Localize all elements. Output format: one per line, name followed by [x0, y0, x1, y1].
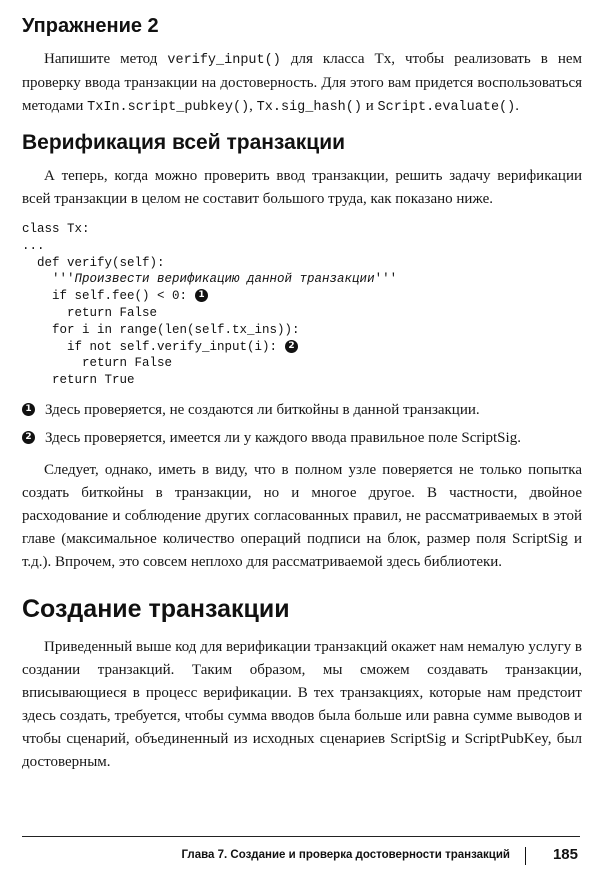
exercise-text-4: и — [362, 98, 378, 114]
callout-note-text: Здесь проверяется, имеется ли у каждого ввода правильное поле ScriptSig. — [45, 429, 521, 446]
callout-marker-2: 2 — [285, 340, 298, 353]
code-evaluate: Script.evaluate() — [377, 100, 516, 115]
callout-marker-2: 2 — [22, 431, 35, 444]
callout-note-2 — [22, 427, 582, 449]
docstring-text: Произвести верификацию данной транзакции — [74, 272, 375, 287]
code-line: for i in range(len(self.tx_ins)): — [22, 322, 300, 337]
exercise-text-1: Напишите метод — [44, 51, 168, 67]
code-listing — [22, 221, 582, 389]
code-sig-hash: Tx.sig_hash() — [256, 100, 362, 115]
code-script-pubkey: TxIn.script_pubkey() — [87, 100, 250, 115]
code-line: def verify(self): — [22, 255, 165, 270]
code-line: return False — [22, 356, 173, 371]
page-number: 185 — [552, 846, 578, 863]
exercise-text-3: , — [249, 98, 257, 114]
exercise-heading: Упражнение 2 — [22, 15, 159, 37]
docstring-open: ''' — [22, 272, 75, 287]
verify-section-heading: Верификация всей транзакции — [22, 131, 346, 154]
chapter-title: Глава 7. Создание и проверка достоверности транзакций — [181, 849, 510, 861]
exercise-text-2: для класса Tx, чтобы реализовать в нем проверку ввода транзакции на достоверность. Для этого вам придется воспользоваться методами — [22, 51, 582, 114]
page-footer — [22, 836, 580, 877]
create-section-heading: Создание транзакции — [22, 594, 290, 623]
code-line — [22, 271, 582, 288]
code-line: return True — [22, 373, 135, 388]
callout-note-text: Здесь проверяется, не создаются ли биткойны в данной транзакции. — [45, 401, 480, 418]
callout-marker-1: 1 — [22, 403, 35, 416]
full-node-paragraph: Следует, однако, иметь в виду, что в полном узле поверяется не только попытка создать биткойны в транзакции, но и многое другое. В частности, двойное расходование и соблюдение других согласованных правил, не рассматриваемых в этой главе (максимальное количество операций подписи на блок, размер поля ScriptSig и т.д.). Впрочем, это совсем неплохо для рассматриваемой здесь библиотеки. — [22, 461, 582, 570]
callout-note-1 — [22, 399, 582, 421]
callout-marker-1: 1 — [195, 289, 208, 302]
docstring-close: ''' — [374, 272, 398, 287]
code-line — [22, 339, 582, 356]
page-content — [22, 12, 582, 774]
code-line: return False — [22, 305, 158, 320]
code-line: class Tx: — [22, 222, 90, 236]
code-line-text: if not self.verify_input(i): — [22, 339, 278, 354]
exercise-text-5: . — [515, 98, 520, 114]
code-line-text: if self.fee() < 0: — [22, 289, 188, 304]
exercise-paragraph — [22, 48, 582, 119]
code-line — [22, 288, 582, 305]
footer-divider — [525, 847, 526, 865]
verify-intro-paragraph: А теперь, когда можно проверить ввод транзакции, решить задачу верификации всей транзакции в целом не составит большого труда, как показано ниже. — [22, 168, 582, 207]
code-line: ... — [22, 238, 45, 253]
create-paragraph: Приведенный выше код для верификации транзакций окажет нам немалую услугу в создании транзакций. Таким образом, мы сможем создавать транзакции, вписывающиеся в процесс верификации. В тех транзакциях, которые нам предстоит здесь создать, требуется, чтобы сумма вводов была больше или равна сумме выводов и чтобы сценарий, объединенный из исходных сценариев ScriptSig и ScriptPubKey, был достоверным. — [22, 638, 582, 770]
code-verify-input: verify_input() — [167, 53, 281, 68]
